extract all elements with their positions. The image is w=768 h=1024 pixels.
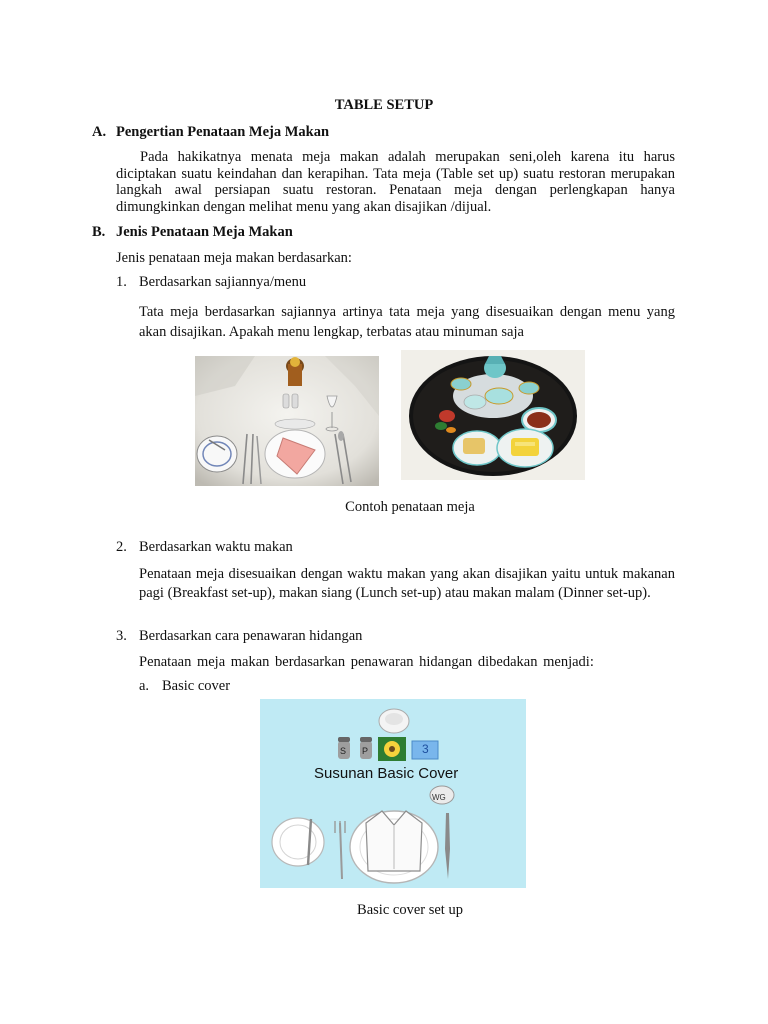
wine-glass-label: WG [432,793,446,802]
figure-1-caption: Contoh penataan meja [345,499,475,515]
section-a-title: Pengertian Penataan Meja Makan [116,124,330,140]
document-title: TABLE SETUP [334,97,434,113]
list-item-3-label: Berdasarkan cara penawaran hidangan [139,628,363,644]
list-item-2-label: Berdasarkan waktu makan [139,539,293,555]
section-b-intro: Jenis penataan meja makan berdasarkan: [116,250,352,266]
tea-tray-photo [401,350,585,480]
salt-shaker-label: S [340,746,347,756]
section-b-title: Jenis Penataan Meja Makan [116,224,293,240]
basic-cover-diagram [260,699,526,888]
list-item-1-label: Berdasarkan sajiannya/menu [139,274,307,290]
table-number-card: 3 [422,742,429,756]
section-a-heading [0,124,768,142]
list-item-2-text: Penataan meja disesuaikan dengan waktu makan yang akan disajikan yaitu untuk makanan pagi (Breakfast set-up), makan siang (Lunch set-up) atau makan malam (Dinner set-up). [139,566,675,601]
sub-item-a-marker: a. [139,678,150,694]
sub-item-a-label: Basic cover [162,678,231,694]
figure-2-caption: Basic cover set up [357,902,463,918]
section-b-heading [0,224,768,242]
list-item-3-text: Penataan meja makan berdasarkan penawaran hidangan dibedakan menjadi: [139,654,594,670]
pepper-shaker-label: P [362,746,369,756]
section-b-marker: B. [92,224,106,240]
list-item-3-number: 3. [116,628,127,644]
table-setting-photo [195,356,379,486]
list-item-2-number: 2. [116,539,127,555]
list-item-1-number: 1. [116,274,127,290]
section-a-paragraph: Pada hakikatnya menata meja makan adalah merupakan seni,oleh karena itu harus diciptakan suatu keindahan dan kerapihan. Tata meja (Table set up) suatu restoran merupakan langkah awal persiapan suatu restoran. Penataan meja dengan perlengkapan hanya dimungkinkan dengan melihat menu yang akan disajikan /dijual. [116,149,675,215]
list-item-1-text: Tata meja berdasarkan sajiannya artinya tata meja yang disesuaikan dengan menu yang akan disajikan. Apakah menu lengkap, terbatas atau minuman saja [139,304,675,340]
diagram-title: Susunan Basic Cover [314,765,459,782]
section-a-marker: A. [92,124,107,140]
